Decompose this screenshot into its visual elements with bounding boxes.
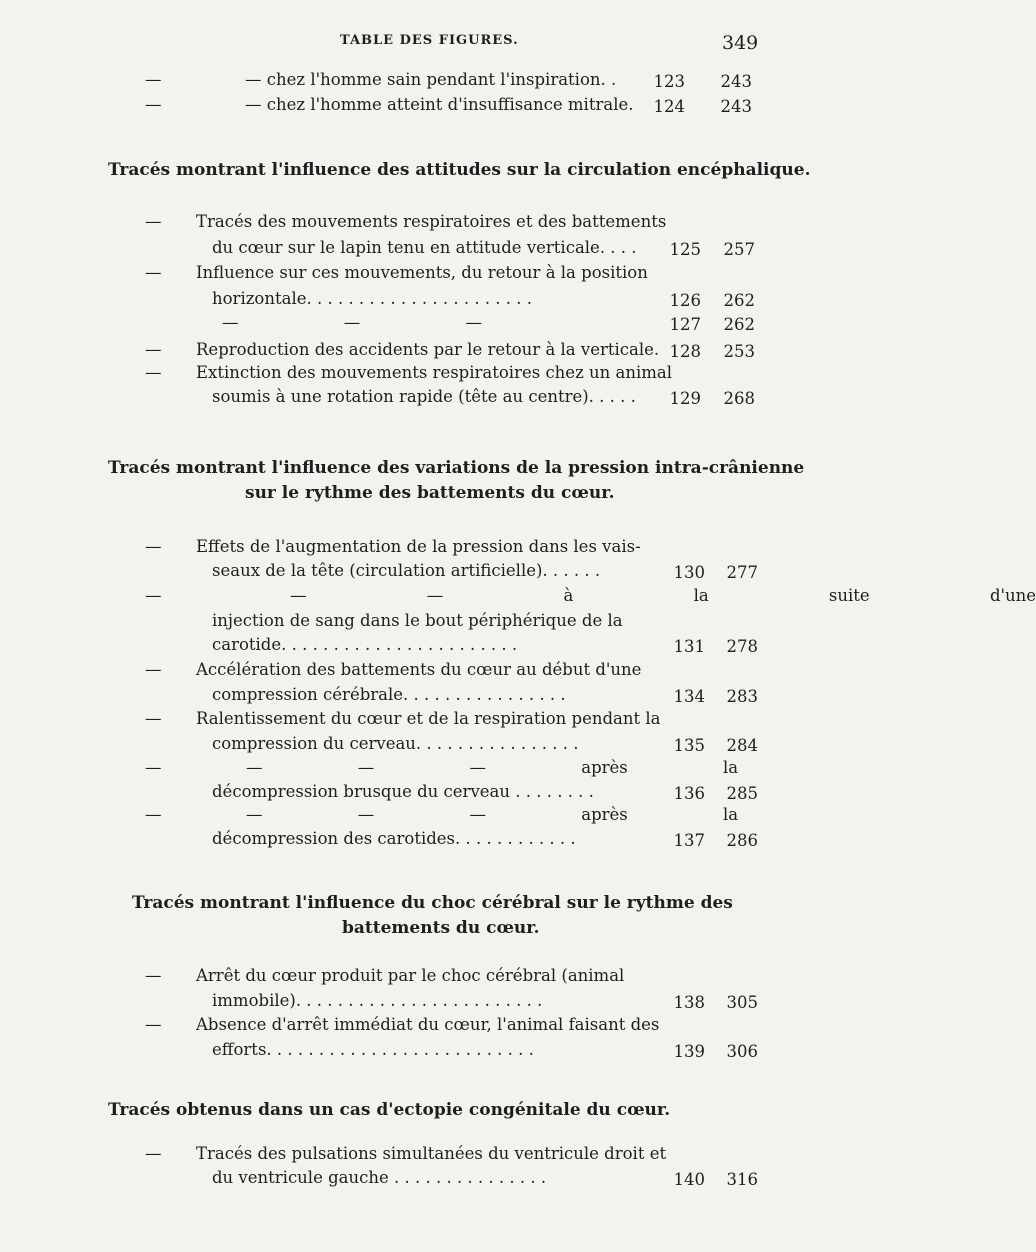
figure-number: 128 [669,342,701,361]
entry-text: Accélération des battements du cœur au début d'une [196,660,642,679]
entry-dash: — [145,363,162,382]
entry-dash: — [145,70,162,89]
entry-dash: — [145,660,162,679]
entry-page: 243 [720,97,752,116]
entry-dash: — [145,1144,162,1163]
figure-number: 140 [673,1170,705,1189]
entry-dash: — [145,537,162,556]
entry-page: 268 [723,389,755,408]
entry-dash: — [145,966,162,985]
entry-text: horizontale. . . . . . . . . . . . . . . . . . . . . . [212,289,533,308]
entry-dash: — [145,212,162,231]
entry-page: 284 [726,736,758,755]
entry-dash: — [145,586,162,605]
section-heading: Tracés obtenus dans un cas d'ectopie congénitale du cœur. [108,1100,671,1120]
figure-number: 126 [669,291,701,310]
entry-page: 283 [726,687,758,706]
section-heading: Tracés montrant l'influence du choc cérébral sur le rythme des [132,893,733,913]
entry-text: Absence d'arrêt immédiat du cœur, l'animal faisant des [196,1015,660,1034]
figure-number: 131 [673,637,705,656]
entry-text: décompression brusque du cerveau . . . . . . . . [212,782,594,801]
entry-text: injection de sang dans le bout périphérique de la [212,611,623,630]
figure-number: 130 [673,563,705,582]
figure-number: 138 [673,993,705,1012]
entry-text: du cœur sur le lapin tenu en attitude verticale. . . . [212,238,637,257]
figure-number: 135 [673,736,705,755]
entry-page: 306 [726,1042,758,1061]
entry-dash: — [145,1015,162,1034]
entry-page: 243 [720,72,752,91]
section-heading: sur le rythme des battements du cœur. [245,483,615,503]
entry-text: efforts. . . . . . . . . . . . . . . . . . . . . . . . . . [212,1040,534,1059]
section-heading: battements du cœur. [342,918,540,938]
entry-text: — — — après la [246,758,739,777]
entry-page: 286 [726,831,758,850]
entry-page: 257 [723,240,755,259]
entry-page: 305 [726,993,758,1012]
entry-dash: — [145,340,162,359]
entry-text: décompression des carotides. . . . . . . . . . . . [212,829,576,848]
entry-dash: — [145,709,162,728]
entry-text: soumis à une rotation rapide (tête au centre). . . . . [212,387,636,406]
section-heading: Tracés montrant l'influence des attitudes sur la circulation encéphalique. [108,160,811,180]
entry-text: — — — après la [246,805,739,824]
entry-text: compression du cerveau. . . . . . . . . . . . . . . . [212,734,579,753]
entry-text: du ventricule gauche . . . . . . . . . . . . . . . [212,1168,547,1187]
entry-text: Influence sur ces mouvements, du retour à la position [196,263,648,282]
entry-text: — — à la suite d'une [290,586,1036,605]
entry-dash: — [145,805,162,824]
entry-page: 316 [726,1170,758,1189]
figure-number: 136 [673,784,705,803]
entry-text: — chez l'homme atteint d'insuffisance mitrale. [245,95,634,114]
figure-number: 127 [669,315,701,334]
page-number: 349 [722,32,759,54]
entry-dash: — [145,758,162,777]
entry-text: Tracés des mouvements respiratoires et des battements [196,212,667,231]
entry-text: immobile). . . . . . . . . . . . . . . . . . . . . . . . [212,991,543,1010]
entry-dash: — [145,95,162,114]
figure-number: 139 [673,1042,705,1061]
entry-text: Ralentissement du cœur et de la respiration pendant la [196,709,661,728]
entry-page: 285 [726,784,758,803]
entry-text: — — — [222,313,482,332]
entry-text: Tracés des pulsations simultanées du ventricule droit et [196,1144,667,1163]
entry-page: 262 [723,315,755,334]
section-heading: Tracés montrant l'influence des variations de la pression intra-crânienne [108,458,805,478]
entry-text: Extinction des mouvements respiratoires chez un animal [196,363,673,382]
entry-text: Effets de l'augmentation de la pression dans les vais- [196,537,641,556]
entry-text: seaux de la tête (circulation artificielle). . . . . . [212,561,601,580]
entry-text: Reproduction des accidents par le retour à la verticale. [196,340,660,359]
figure-number: 134 [673,687,705,706]
figure-number: 123 [653,72,685,91]
entry-page: 262 [723,291,755,310]
entry-page: 278 [726,637,758,656]
entry-text: compression cérébrale. . . . . . . . . . . . . . . . [212,685,566,704]
entry-page: 253 [723,342,755,361]
entry-text: carotide. . . . . . . . . . . . . . . . . . . . . . . [212,635,518,654]
entry-text: — chez l'homme sain pendant l'inspiration. . [245,70,617,89]
figure-number: 129 [669,389,701,408]
entry-dash: — [145,263,162,282]
figure-number: 137 [673,831,705,850]
running-header: TABLE DES FIGURES. [340,33,519,48]
entry-text: Arrêt du cœur produit par le choc cérébral (animal [196,966,625,985]
figure-number: 124 [653,97,685,116]
entry-page: 277 [726,563,758,582]
figure-number: 125 [669,240,701,259]
